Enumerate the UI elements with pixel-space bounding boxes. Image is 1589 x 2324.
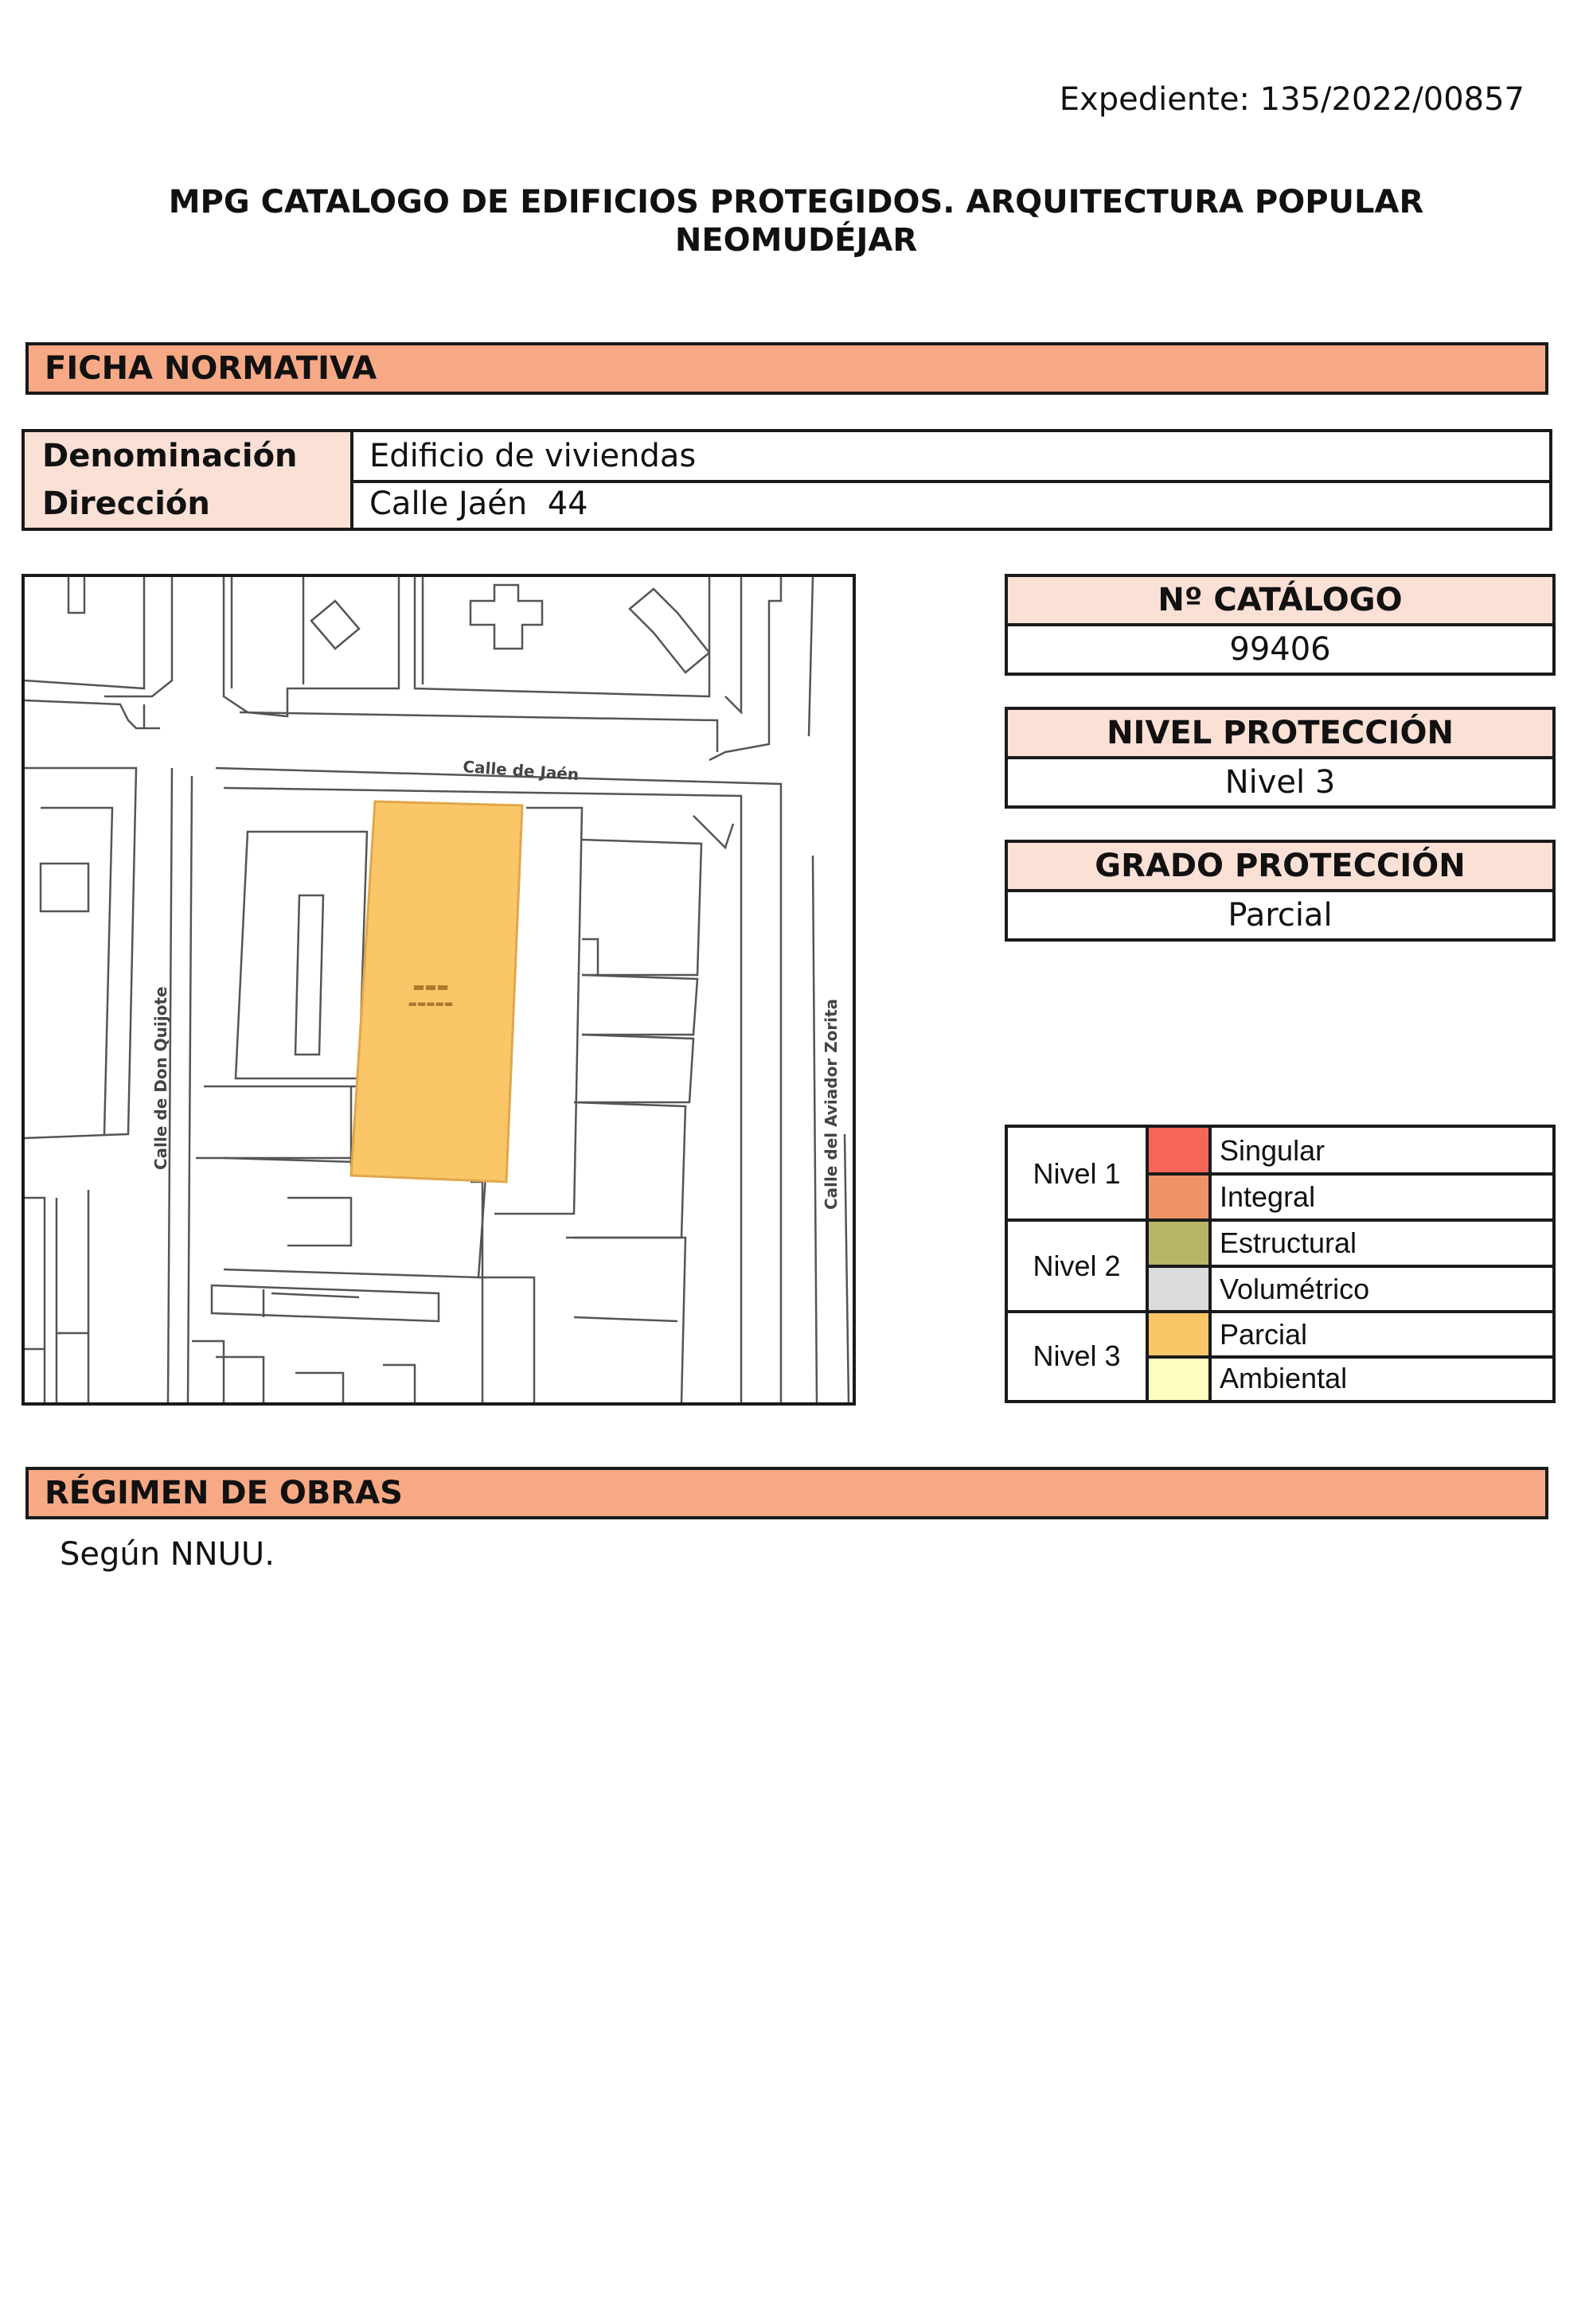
map-drawing <box>25 577 853 1402</box>
legend-divider <box>1149 1265 1552 1268</box>
direccion-row <box>25 480 1549 528</box>
denominacion-value: Edificio de viviendas <box>369 438 697 474</box>
legend-swatch-parcial <box>1149 1312 1212 1357</box>
protection-legend <box>1005 1125 1556 1403</box>
direccion-label: Dirección <box>25 480 353 528</box>
location-map <box>21 574 856 1406</box>
legend-level-2: Nivel 2 <box>1008 1220 1149 1312</box>
legend-divider <box>1149 1355 1552 1359</box>
highlight-sublabel-mark: ▬▬▬▬▬ <box>408 998 454 1009</box>
catalogo-card <box>1005 574 1556 676</box>
denominacion-row <box>25 432 1549 483</box>
legend-divider <box>1008 1219 1552 1222</box>
regimen-obras-header: RÉGIMEN DE OBRAS <box>25 1467 1548 1519</box>
nivel-proteccion-card <box>1005 707 1556 809</box>
legend-level-3: Nivel 3 <box>1008 1312 1149 1400</box>
legend-swatch-singular <box>1149 1128 1212 1174</box>
nivel-proteccion-label: NIVEL PROTECCIÓN <box>1008 710 1552 759</box>
title-line-1: MPG CATALOGO DE EDIFICIOS PROTEGIDOS. ARQUITECTURA POPULAR <box>168 184 1424 220</box>
expediente-number: Expediente: 135/2022/00857 <box>1059 81 1525 118</box>
ficha-normativa-header: FICHA NORMATIVA <box>25 342 1548 395</box>
document-title <box>80 183 1513 259</box>
denominacion-label: Denominación <box>25 432 353 480</box>
legend-grade-ambiental: Ambiental <box>1220 1362 1348 1394</box>
legend-grade-volumetrico: Volumétrico <box>1220 1272 1370 1305</box>
catalogo-value: 99406 <box>1229 631 1331 668</box>
legend-divider <box>1149 1172 1552 1176</box>
legend-swatch-volumetrico <box>1149 1266 1212 1312</box>
legend-swatch-estructural <box>1149 1220 1212 1266</box>
legend-grade-parcial: Parcial <box>1220 1317 1308 1351</box>
highlight-label-mark: ▬▬▬ <box>412 979 449 994</box>
title-line-2: NEOMUDÉJAR <box>674 222 918 259</box>
legend-level-1: Nivel 1 <box>1008 1128 1149 1220</box>
legend-swatch-integral <box>1149 1174 1212 1220</box>
legend-divider <box>1008 1310 1552 1313</box>
grado-proteccion-card <box>1005 840 1556 942</box>
direccion-value: Calle Jaén 44 <box>369 485 588 522</box>
catalogo-label: Nº CATÁLOGO <box>1008 577 1552 626</box>
grado-proteccion-value: Parcial <box>1228 897 1333 934</box>
legend-grade-integral: Integral <box>1220 1180 1316 1213</box>
street-label-aviador-zorita: Calle del Aviador Zorita <box>822 998 841 1210</box>
nivel-proteccion-value: Nivel 3 <box>1224 764 1336 801</box>
legend-grade-estructural: Estructural <box>1220 1226 1357 1259</box>
grado-proteccion-label: GRADO PROTECCIÓN <box>1008 843 1552 892</box>
street-label-calle-jaen: Calle de Jaén <box>462 757 580 785</box>
legend-swatch-ambiental <box>1149 1357 1212 1400</box>
street-label-don-quijote: Calle de Don Quijote <box>151 986 170 1170</box>
legend-grade-singular: Singular <box>1220 1134 1325 1167</box>
info-table <box>21 429 1552 531</box>
regimen-obras-text: Según NNUU. <box>60 1536 275 1573</box>
